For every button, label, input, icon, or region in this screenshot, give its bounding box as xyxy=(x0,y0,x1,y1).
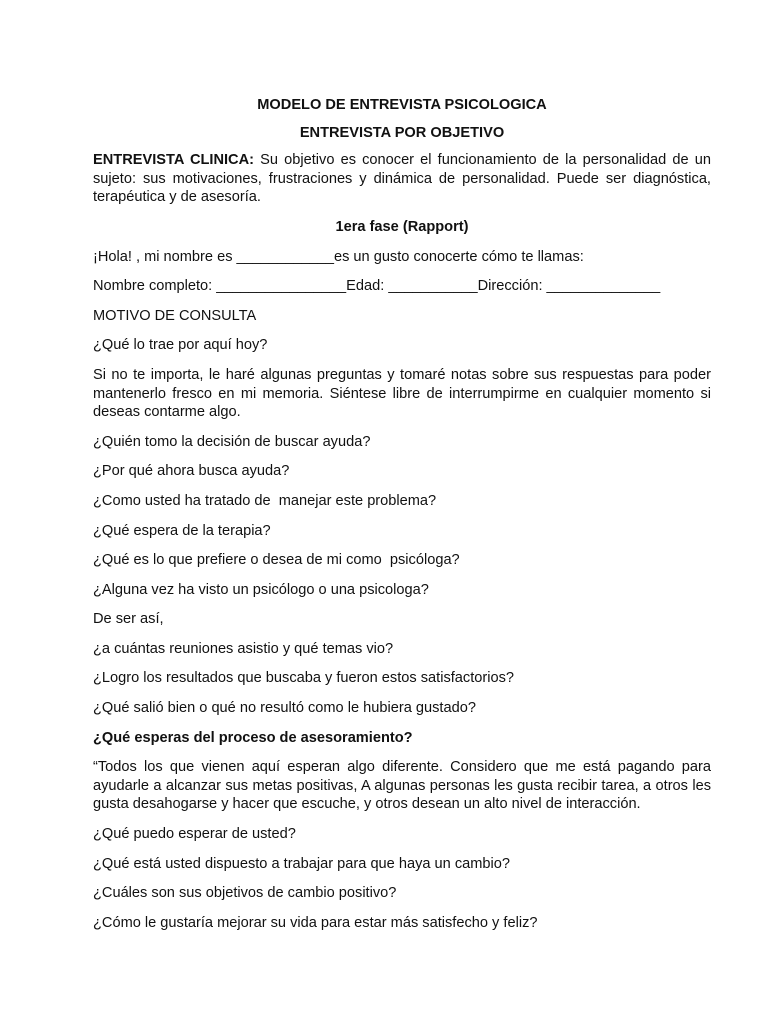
question-line: ¿Alguna vez ha visto un psicólogo o una psicologa? xyxy=(93,581,429,598)
question-line: ¿Qué lo trae por aquí hoy? xyxy=(93,337,268,354)
question-line: ¿a cuántas reuniones asistio y qué temas vio? xyxy=(93,640,394,657)
form-line: Nombre completo: ________________Edad: ___________Dirección: ______________ xyxy=(93,278,661,295)
text-line: De ser así, xyxy=(93,611,164,628)
section-heading: MOTIVO DE CONSULTA xyxy=(93,307,257,324)
notes-paragraph: Si no te importa, le haré algunas preguntas y tomaré notas sobre sus respuestas para poder mantenerlo fresco en mi memoria. Siéntese libre de interrumpirme en cualquier momento si deseas contarme algo. xyxy=(93,366,711,421)
intro-paragraph xyxy=(93,151,711,207)
question-line: ¿Qué espera de la terapia? xyxy=(93,522,271,539)
question-line: ¿Qué es lo que prefiere o desea de mi como psicóloga? xyxy=(93,552,460,569)
document-page xyxy=(93,96,711,943)
question-line: ¿Cuáles son sus objetivos de cambio positivo? xyxy=(93,885,397,902)
question-line: ¿Cómo le gustaría mejorar su vida para estar más satisfecho y feliz? xyxy=(93,914,538,931)
intro-text: Su objetivo es conocer el funcionamiento de la personalidad de un sujeto: sus motivaciones, frustraciones y dinámica de personalidad. Puede ser diagnóstica, terapéutica y de asesoría. xyxy=(93,152,711,206)
question-line: ¿Por qué ahora busca ayuda? xyxy=(93,463,290,480)
greeting-line: ¡Hola! , mi nombre es ____________es un gusto conocerte cómo te llamas: xyxy=(93,248,584,265)
question-line: ¿Qué puedo esperar de usted? xyxy=(93,826,296,843)
phase-title: 1era fase (Rapport) xyxy=(335,218,469,235)
question-line: ¿Qué salió bien o qué no resultó como le hubiera gustado? xyxy=(93,700,476,717)
question-line: ¿Logro los resultados que buscaba y fueron estos satisfactorios? xyxy=(93,670,515,687)
document-title: MODELO DE ENTREVISTA PSICOLOGICA xyxy=(257,97,547,113)
question-line: ¿Qué está usted dispuesto a trabajar para que haya un cambio? xyxy=(93,855,510,872)
document-subtitle: ENTREVISTA POR OBJETIVO xyxy=(299,124,505,141)
question-line: ¿Como usted ha tratado de manejar este problema? xyxy=(93,492,437,509)
quote-paragraph: “Todos los que vienen aquí esperan algo diferente. Considero que me está pagando para ayudarle a alcanzar sus metas positivas, A algunas personas les gusta recibir tarea, a otros les gusta desahogarse y hacer que escuche, y otros desean un alto nivel de interacción. xyxy=(93,759,711,813)
question-line: ¿Quién tomo la decisión de buscar ayuda? xyxy=(93,433,371,450)
bold-question: ¿Qué esperas del proceso de asesoramiento? xyxy=(93,729,413,746)
intro-lead: ENTREVISTA CLINICA: xyxy=(93,152,254,169)
